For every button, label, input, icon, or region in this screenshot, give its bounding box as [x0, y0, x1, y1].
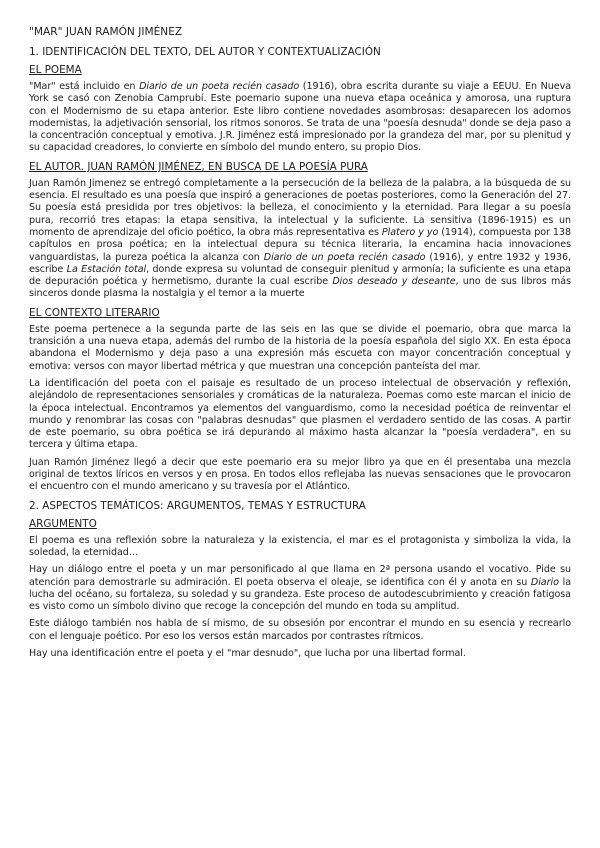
text-span: (1914), compuesta por 138 capítulos en prosa poética; en la intelectual depura su técnica literaria, la encamina hacia innovaciones vanguardistas, la pureza poética la alcanza con [29, 226, 571, 263]
poema-heading: EL POEMA [29, 64, 82, 76]
text-span: , donde expresa su voluntad de conseguir plenitud y armonía; la suficiente es una etapa de depuración poética y hermetismo, durante la cual escribe [29, 263, 571, 288]
argumento-paragraph-1: El poema es una reflexión sobre la naturaleza y la existencia, el mar es el protagonista y simboliza la vida, la soledad, la eternidad… [29, 534, 571, 558]
book-title: Dios deseado y deseante [332, 276, 456, 288]
contexto-paragraph-1: Este poema pertenece a la segunda parte de las seis en las que se divide el poemario, obra que marca la transición a una nueva etapa, además del rumbo de la historia de la poesía española del siglo XX. En esta época abandona el Modernismo y deja paso a una expresión más escueta con mayor concentración conceptual y emotiva: versos con mayor libertad métrica y que muestran una concepción panteísta del mar. [29, 323, 571, 372]
section-1-heading: 1. IDENTIFICACIÓN DEL TEXTO, DEL AUTOR Y CONTEXTUALIZACIÓN [29, 46, 381, 58]
text-span: Juan Ramón Jimenez se entregó completamente a la persecución de la belleza de la palabra, a la búsqueda de su esencia. El resultado es una poesía que inspiró a generaciones de poetas posteriores, como la Generación del 27. Su poesía está presidida por tres objetivos: la belleza, el conocimiento y la eternidad. Para llegar a su poesía pura, recorrió tres etapas: la etapa sensitiva, la intelectual y la suficiente. La sensitiva (1896-1915) es un momento de aprendizaje del oficio poético, la obra más representativa es [29, 177, 571, 238]
text-span: , uno de sus libros más sinceros donde plasma la nostalgia y el temor a la muerte [29, 276, 571, 300]
text-span: (1916), obra escrita durante su viaje a EEUU. En Nueva York se casó con Zenobia Camprubí. Este poemario supone una nueva etapa oceánica y amorosa, una ruptura con el Modernismo de su etapa anterior. Este libro contiene novedades asombrosas: desaparecen los adornos modernistas, la adjetivación sensorial, los ritmos sonoros. Se trata de una "poesía desnuda" donde se deja paso a la concentración conceptual y emotiva. J.R. Jiménez está impresionado por la grandeza del mar, por su plenitud y su capacidad creadores, lo convierte en símbolo del mundo entero, su propio Dios. [29, 81, 572, 154]
argumento-paragraph-2 [29, 564, 571, 613]
argumento-paragraph-3: Este diálogo también nos habla de sí mismo, de su obsesión por encontrar el mundo en su esencia y recrearlo con el lenguaje poético. Por eso los versos están marcados por contrastes rítmicos. [29, 618, 571, 642]
contexto-heading: EL CONTEXTO LITERARIO [29, 306, 160, 319]
argumento-paragraph-4: Hay una identificación entre el poeta y el "mar desnudo", que lucha por una libertad formal. [29, 647, 466, 659]
book-title: Diario de un poeta recién casado [139, 81, 300, 92]
contexto-paragraph-2: La identificación del poeta con el paisaje es resultado de un proceso intelectual de observación y reflexión, alejándolo de representaciones sensoriales y cromáticas de la naturaleza. Poemas como este marcan el inicio de la época intelectual. Encontramos ya elementos del vanguardismo, como la necesidad poética de reinventar el mundo y renombrar las cosas con "palabras desnudas" que plasmen el verdadero sentido de las cosas. A partir de este poemario, su obra poética se irá depurando al máximo hasta alcanzar la "poesía verdadera", en su tercera y última etapa. [29, 377, 571, 451]
text-span: la lucha del océano, su fortaleza, su soledad y su grandeza. Este proceso de autodescubrimiento y creación fatigosa es visto como un símbolo divino que recoge la concepción del mundo en toda su amplitud. [29, 576, 571, 613]
argumento-heading: ARGUMENTO [29, 517, 97, 530]
text-span: "Mar" está incluido en [29, 81, 140, 92]
section-2-heading: 2. ASPECTOS TEMÁTICOS: ARGUMENTOS, TEMAS Y ESTRUCTURA [29, 499, 366, 512]
book-title: Diario [530, 576, 559, 588]
book-title: Platero y yo [381, 226, 439, 238]
document-title: "MAR" JUAN RAMÓN JIMÉNEZ [29, 26, 183, 38]
contexto-paragraph-3: Juan Ramón Jiménez llegó a decir que este poemario era su mejor libro ya que en él presentaba una mezcla original de textos líricos en versos y en prosa. En todos ellos reflejaba las nuevas sensaciones que le provocaron el encuentro con el mundo americano y su travesía por el Atlántico. [29, 456, 571, 493]
book-title: La Estación total [66, 263, 147, 275]
text-span: (1916), y entre 1932 y 1936, escribe [29, 251, 571, 275]
book-title: Diario de un poeta recién casado [263, 251, 426, 263]
autor-heading: EL AUTOR. JUAN RAMÓN JIMÉNEZ, EN BUSCA DE LA POESÍA PURA [29, 160, 368, 173]
text-span: Hay un diálogo entre el poeta y un mar personificado al que llama en 2ª persona usando el vocativo. Pide su atención para demostrarle su admiración. El poeta observa el oleaje, se identifica con él y anota en su [29, 564, 571, 588]
poema-paragraph [29, 81, 571, 155]
autor-paragraph [29, 178, 571, 301]
